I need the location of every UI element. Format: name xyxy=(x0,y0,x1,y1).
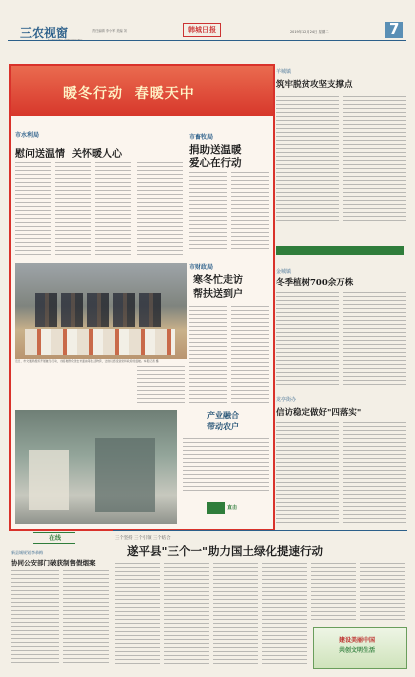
article-body xyxy=(360,563,405,621)
article-body xyxy=(15,162,51,257)
article-body xyxy=(276,96,339,222)
masthead xyxy=(0,0,415,42)
article-kicker: 龙亭街办 xyxy=(276,397,297,403)
article-body xyxy=(115,563,160,667)
article-body xyxy=(276,422,339,526)
right-column xyxy=(274,66,408,528)
article-title: 冬季植树700余万株 xyxy=(276,278,354,288)
article-body xyxy=(164,563,209,667)
ad-text: 共创文明生活 xyxy=(339,647,376,654)
masthead-date: 2019年12月24日 星期二 xyxy=(290,30,329,34)
article-body xyxy=(231,172,269,252)
article-body xyxy=(137,162,183,256)
article-kicker: 三个坚持 三个引领 三个结合 xyxy=(115,536,171,541)
article-title: 协同公安部门破获制售假烟案 xyxy=(11,559,96,567)
article-body xyxy=(343,292,406,388)
article-body xyxy=(189,172,227,252)
banner-title: 暖冬行动 春暖天中 xyxy=(63,86,195,102)
article-kicker: 新县城规划李恭梅 xyxy=(11,550,43,555)
masthead-rule xyxy=(8,40,406,41)
article-kicker: 市畜牧局 xyxy=(189,134,214,141)
online-section xyxy=(9,530,111,670)
article-title: 信访稳定做好"四落实" xyxy=(276,408,362,418)
green-divider xyxy=(276,246,404,255)
article-body xyxy=(276,292,339,388)
article-body xyxy=(55,162,91,257)
news-photo xyxy=(15,410,177,524)
article-body xyxy=(183,438,269,494)
article-title: 筑牢脱贫攻坚支撑点 xyxy=(276,80,353,90)
article-body xyxy=(262,563,307,667)
article-body xyxy=(137,366,185,406)
online-label: 在线 xyxy=(49,535,62,542)
news-photo xyxy=(15,263,187,359)
article-title: 寒冬忙走访 帮扶送到户 xyxy=(193,275,243,300)
article-kicker: 羊城镇 xyxy=(276,69,292,75)
page-number: 7 xyxy=(389,20,400,38)
article-title: 慰问送温情 关怀暖人心 xyxy=(15,149,122,160)
article-title: 产业融合 带动农户 xyxy=(207,410,239,431)
article-title: 遂平县"三个一"助力国土绿化提速行动 xyxy=(127,544,323,558)
article-body xyxy=(311,563,356,621)
article-kicker: 市财政局 xyxy=(189,264,214,271)
article-body xyxy=(343,96,406,222)
direct-label: 直击 xyxy=(227,505,238,511)
masthead-editor: 责任编辑 李小军 美编 刘 xyxy=(92,29,127,33)
article-kicker: 金城镇 xyxy=(276,269,292,275)
article-kicker: 市水利局 xyxy=(15,132,40,139)
photo-caption: 近日，市交通局组织开展暖冬行动，为困难群众送去米面油等生活物资，让他们感受到党和政府的温暖。本报记者 摄 xyxy=(15,359,159,363)
article-body xyxy=(11,570,59,666)
article-title: 捐助送温暖 爱心在行动 xyxy=(189,144,242,169)
article-body xyxy=(189,306,227,406)
article-body xyxy=(213,563,258,667)
article-body xyxy=(231,306,269,406)
article-body xyxy=(95,162,131,257)
masthead-paper-name: 韩城日报 xyxy=(183,23,221,37)
feature-section xyxy=(9,64,275,531)
bottom-feature xyxy=(113,530,407,671)
masthead-section-title: 三农视窗 xyxy=(20,26,69,40)
ad-text: 建设美丽中国 xyxy=(339,637,376,644)
direct-badge xyxy=(207,502,225,514)
article-body xyxy=(343,422,406,526)
article-body xyxy=(63,570,109,666)
